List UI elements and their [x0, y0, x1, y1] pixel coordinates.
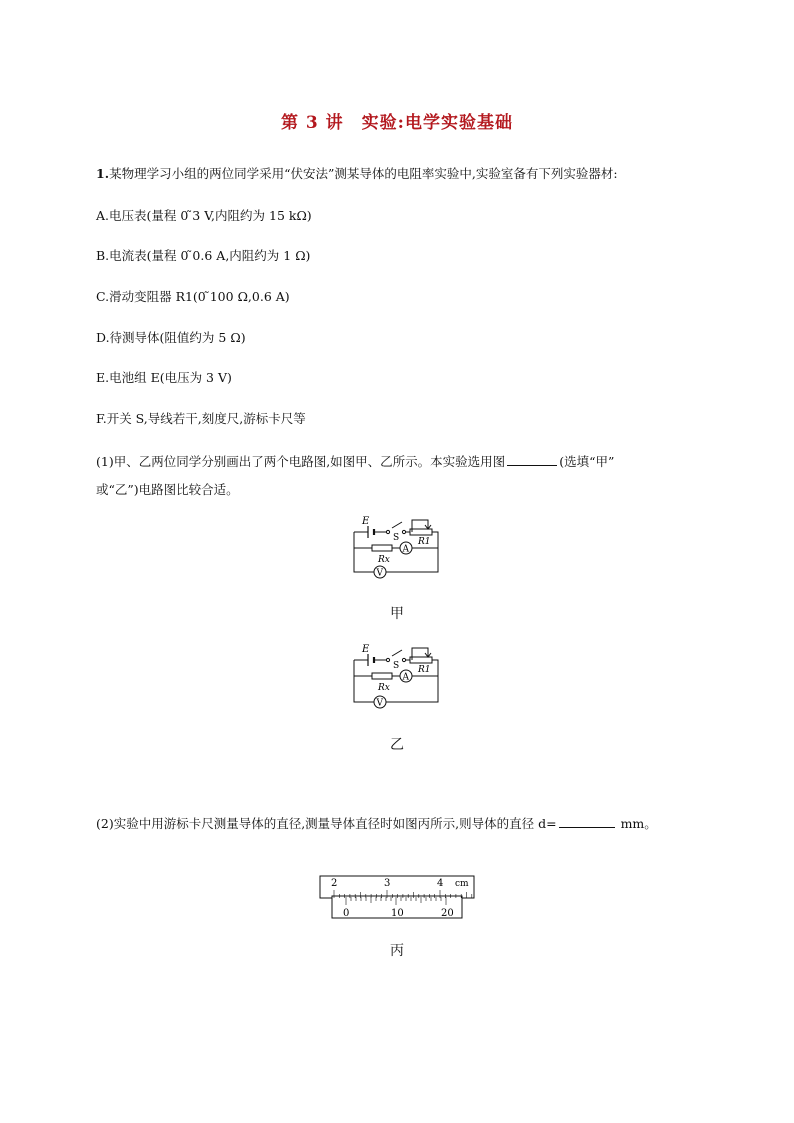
option-e: E.电池组 E(电压为 3 V): [96, 370, 232, 385]
answer-blank-2[interactable]: [559, 815, 615, 828]
part2-line: [96, 814, 657, 832]
option-d: D.待测导体(阻值约为 5 Ω): [96, 330, 246, 345]
caption-bing: 丙: [390, 943, 404, 959]
main-label-2: 2: [331, 878, 338, 889]
vernier-label-20: 20: [441, 908, 454, 919]
yi-label-rx: Rx: [378, 683, 390, 693]
option-b: B.电流表(量程 0 ̃0.6 A,内阻约为 1 Ω): [96, 248, 311, 263]
yi-label-v: V: [376, 698, 383, 709]
yi-label-r1: R1: [418, 665, 431, 675]
part1-line1: [96, 452, 614, 470]
option-f: F.开关 S,导线若干,刻度尺,游标卡尺等: [96, 411, 306, 426]
jia-label-a: A: [402, 544, 409, 555]
page-title: 第 3 讲 实验:电学实验基础: [281, 113, 513, 133]
circuit-yi: [348, 640, 444, 712]
question-stem-text: 某物理学习小组的两位同学采用“伏安法”测某导体的电阻率实验中,实验室备有下列实验器材:: [109, 166, 618, 181]
circuit-jia: [348, 512, 444, 580]
main-label-3: 3: [384, 878, 391, 889]
unit-label: cm: [455, 879, 469, 889]
part1-line2: 或“乙”)电路图比较合适。: [96, 482, 239, 497]
part2-text-b: mm。: [616, 816, 657, 831]
yi-label-e: E: [362, 644, 370, 655]
vernier-label-10: 10: [391, 908, 404, 919]
yi-label-a: A: [402, 672, 409, 683]
question-stem: [96, 164, 618, 182]
vernier-caliper: [318, 874, 478, 922]
caption-yi: 乙: [390, 737, 404, 753]
caption-jia: 甲: [390, 606, 404, 622]
jia-label-rx: Rx: [378, 555, 390, 565]
jia-label-r1: R1: [418, 537, 431, 547]
jia-label-v: V: [376, 568, 383, 579]
option-c: C.滑动变阻器 R1(0 ̃100 Ω,0.6 A): [96, 289, 290, 304]
part1-text-b: (选填“甲”: [559, 454, 615, 469]
answer-blank-1[interactable]: [507, 453, 557, 466]
main-label-4: 4: [437, 878, 444, 889]
yi-label-s: S: [393, 661, 400, 671]
vernier-label-0: 0: [343, 908, 350, 919]
jia-label-s: S: [393, 533, 400, 543]
question-number: 1.: [96, 166, 110, 181]
part1-text-a: (1)甲、乙两位同学分别画出了两个电路图,如图甲、乙所示。本实验选用图: [96, 454, 506, 469]
part2-text-a: (2)实验中用游标卡尺测量导体的直径,测量导体直径时如图丙所示,则导体的直径 d=: [96, 816, 557, 831]
jia-label-e: E: [362, 516, 370, 527]
option-a: A.电压表(量程 0 ̃3 V,内阻约为 15 kΩ): [96, 208, 312, 223]
